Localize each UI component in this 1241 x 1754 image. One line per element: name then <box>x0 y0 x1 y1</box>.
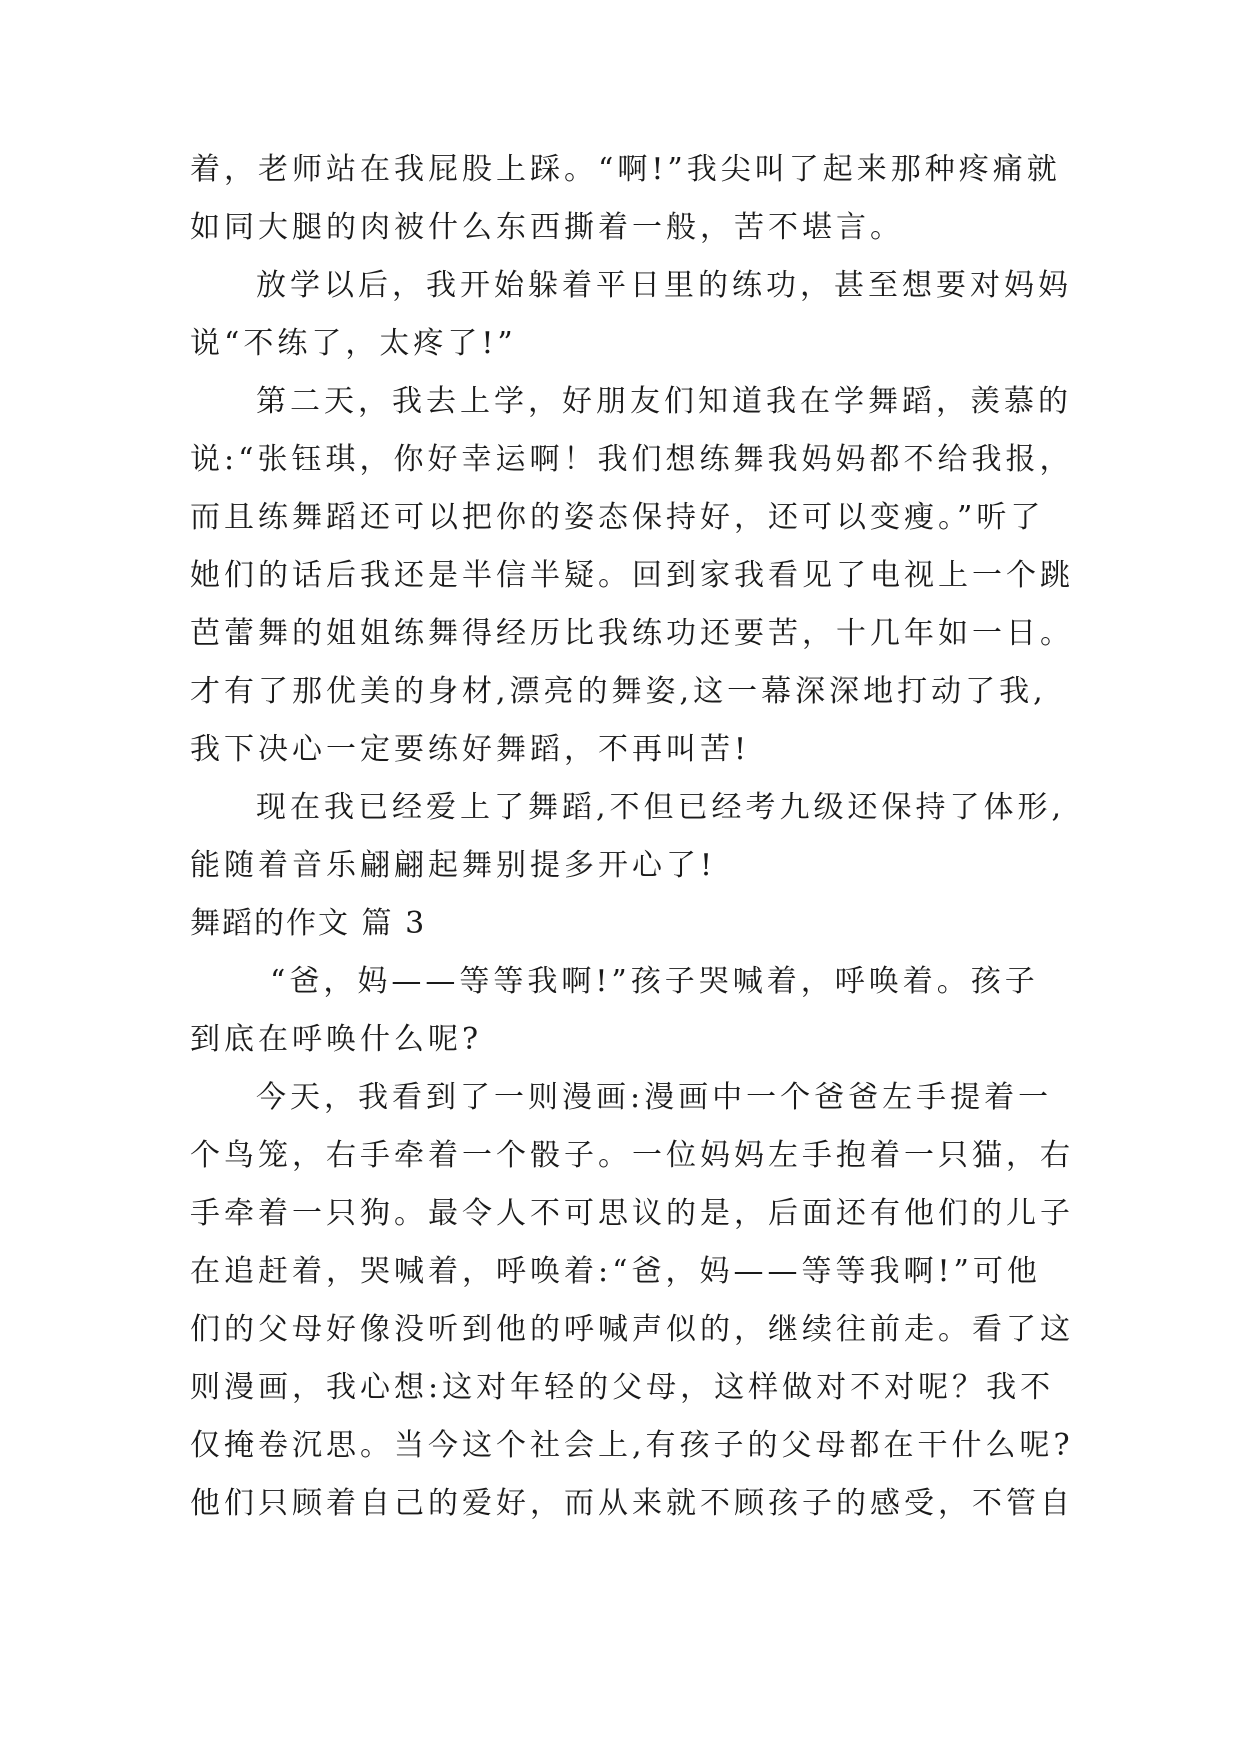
section-heading: 舞蹈的作文 篇 3 <box>190 906 427 941</box>
text-line: 则漫画，我心想:这对年轻的父母，这样做对不对呢？我不 <box>190 1370 1055 1405</box>
text-line: 在追赶着，哭喊着，呼唤着:“爸，妈——等等我啊!”可他 <box>190 1254 1041 1289</box>
text-line: 如同大腿的肉被什么东西撕着一般，苦不堪言。 <box>190 210 904 245</box>
text-line: 能随着音乐翩翩起舞别提多开心了! <box>190 848 717 883</box>
text-line: 才有了那优美的身材,漂亮的舞姿,这一幕深深地打动了我, <box>190 674 1047 709</box>
text-line: 我下决心一定要练好舞蹈，不再叫苦! <box>190 732 751 767</box>
text-line: 他们只顾着自己的爱好，而从来就不顾孩子的感受，不管自 <box>190 1486 1074 1521</box>
text-line: 仅掩卷沉思。当今这个社会上,有孩子的父母都在干什么呢? <box>190 1428 1074 1463</box>
paragraph-start-line: 现在我已经爱上了舞蹈,不但已经考九级还保持了体形, <box>256 790 1066 825</box>
text-line: 着，老师站在我屁股上踩。“啊!”我尖叫了起来那种疼痛就 <box>190 152 1061 187</box>
paragraph-start-line: 放学以后，我开始躲着平日里的练功，甚至想要对妈妈 <box>256 268 1072 303</box>
text-line: 芭蕾舞的姐姐练舞得经历比我练功还要苦，十几年如一日。 <box>190 616 1074 651</box>
text-line: 她们的话后我还是半信半疑。回到家我看见了电视上一个跳 <box>190 558 1074 593</box>
text-line: 而且练舞蹈还可以把你的姿态保持好，还可以变瘦。”听了 <box>190 500 1045 535</box>
text-line: 手牵着一只狗。最令人不可思议的是，后面还有他们的儿子 <box>190 1196 1074 1231</box>
text-line: 说“不练了，太疼了!” <box>190 326 517 361</box>
paragraph-start-line: 第二天，我去上学，好朋友们知道我在学舞蹈，羡慕的 <box>256 384 1072 419</box>
text-line: 们的父母好像没听到他的呼喊声似的，继续往前走。看了这 <box>190 1312 1074 1347</box>
text-line: 个鸟笼，右手牵着一个骰子。一位妈妈左手抱着一只猫，右 <box>190 1138 1074 1173</box>
text-line: 到底在呼唤什么呢? <box>190 1022 483 1057</box>
paragraph-start-line: 今天，我看到了一则漫画:漫画中一个爸爸左手提着一 <box>256 1080 1053 1115</box>
text-line: 说:“张钰琪，你好幸运啊！我们想练舞我妈妈都不给我报， <box>190 442 1074 477</box>
paragraph-start-line: “爸，妈——等等我啊!”孩子哭喊着，呼唤着。孩子 <box>270 964 1039 999</box>
